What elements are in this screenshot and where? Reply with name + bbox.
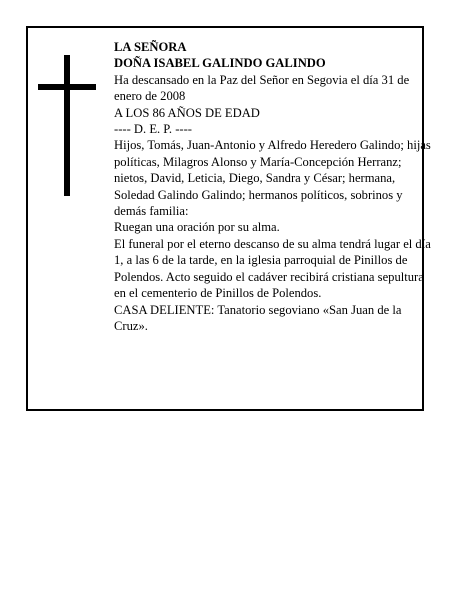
title-line: LA SEÑORA bbox=[114, 40, 187, 54]
funeral-home-line: CASA DELIENTE: Tanatorio segoviano «San Juan de la Cruz». bbox=[114, 302, 402, 333]
family-list: Hijos, Tomás, Juan-Antonio y Alfredo Heredero Galindo; hijas políticas, Milagros Alonso y María-Concepción Herranz; nietos, David, Leticia, Diego, Sandra y César; hermana, Soledad Galindo Galindo; hermanos políticos, sobrinos y demás familia: bbox=[114, 138, 431, 219]
rip-line: ---- D. E. P. ---- bbox=[114, 122, 192, 137]
deceased-name: DOÑA ISABEL GALINDO GALINDO bbox=[114, 56, 326, 71]
funeral-details: El funeral por el eterno descanso de su alma tendrá lugar el día 1, a las 6 de la tarde, en la iglesia parroquial de Pinillos de Polendos. Acto seguido el cadáver recibirá cristiana sepultura en el cementerio de Pinillos de Polendos. bbox=[114, 236, 431, 301]
death-announcement: Ha descansado en la Paz del Señor en Segovia el día 31 de enero de 2008 bbox=[114, 72, 410, 104]
cross-vertical-bar bbox=[64, 55, 70, 196]
age-line: A LOS 86 AÑOS DE EDAD bbox=[114, 105, 260, 120]
obituary-text bbox=[114, 39, 432, 334]
cross-horizontal-bar bbox=[38, 84, 96, 90]
prayer-line: Ruegan una oración por su alma. bbox=[114, 220, 280, 235]
